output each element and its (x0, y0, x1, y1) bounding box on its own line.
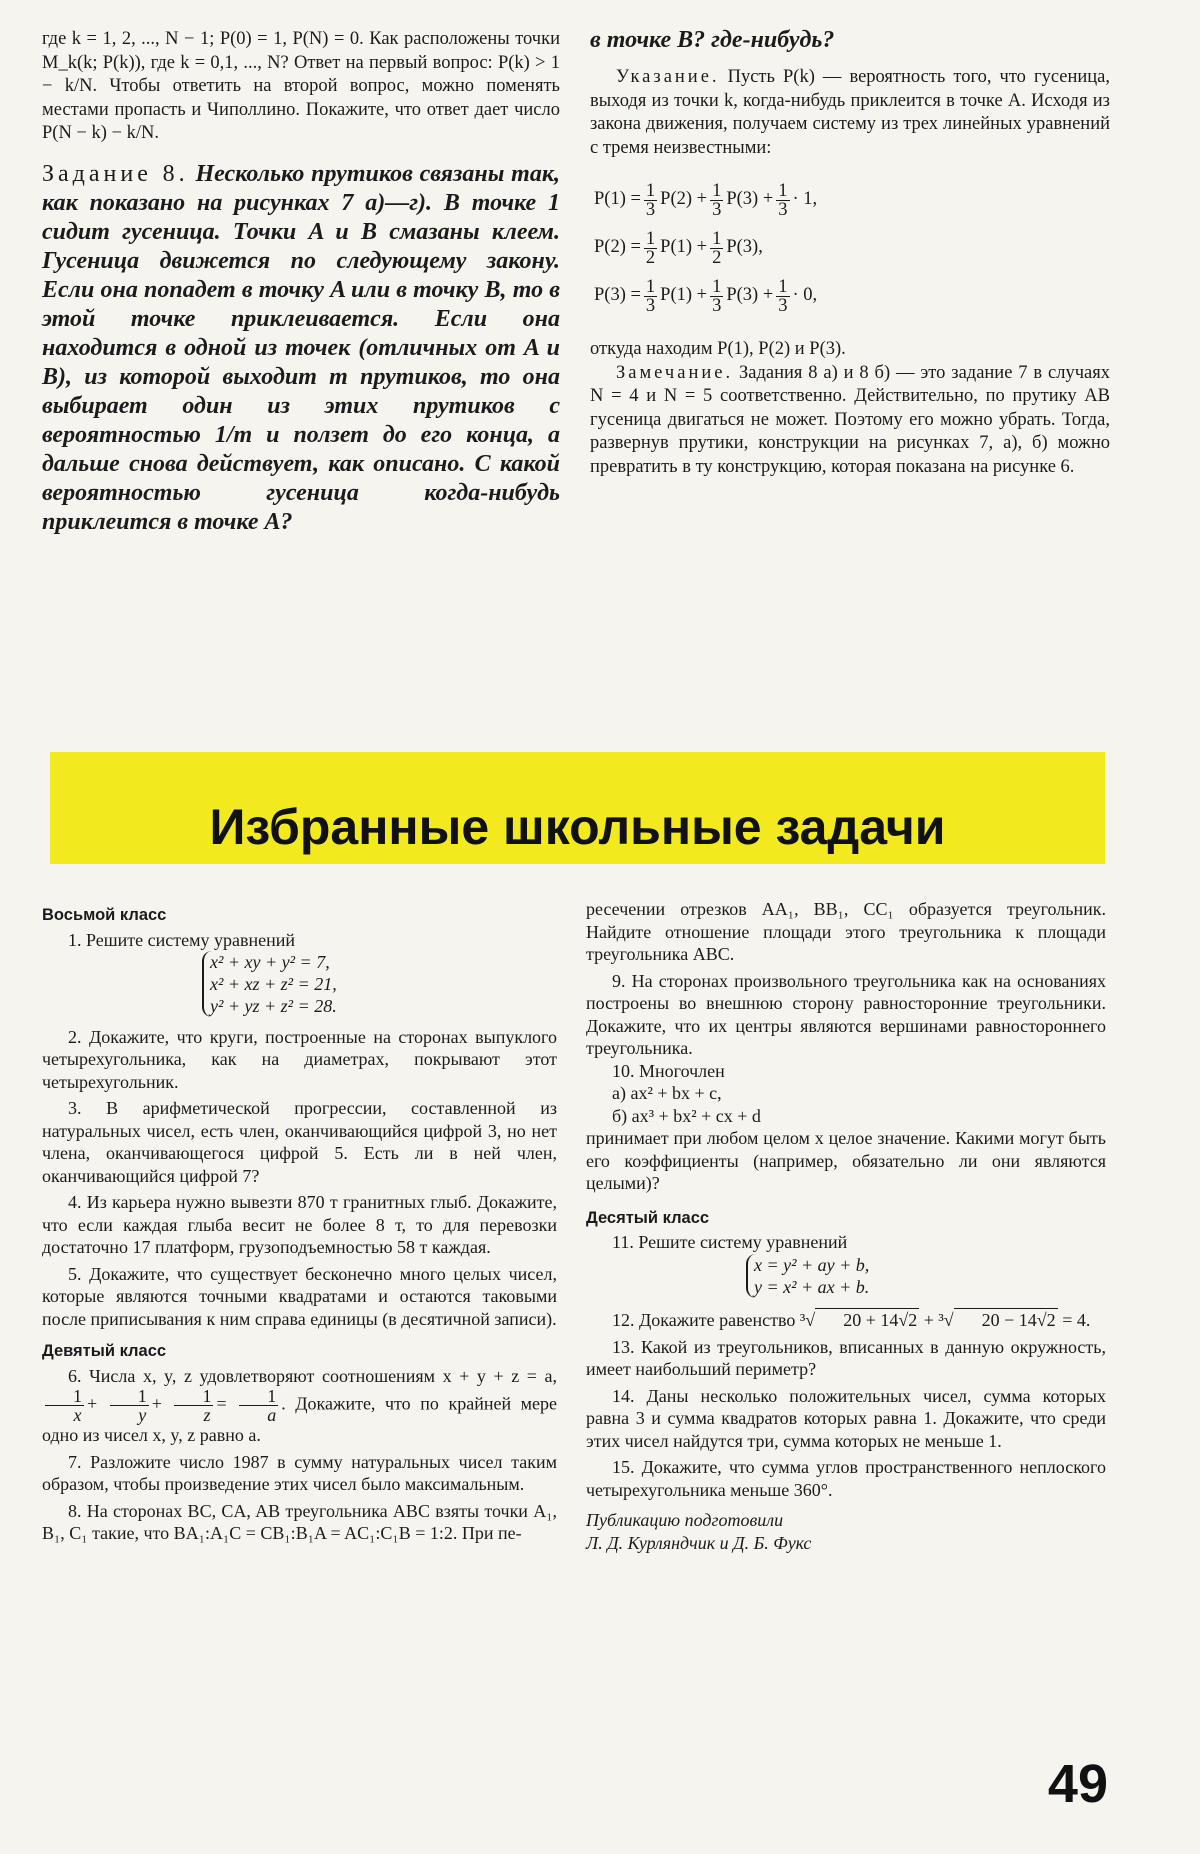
fraction: $\frac{1}{2}$ (645, 228, 656, 268)
problem-1: 1. Решите систему уравнений (68, 929, 295, 950)
top-right-column (590, 26, 1110, 479)
eq1-lhs: P(1) = (594, 189, 641, 210)
after-system-text: откуда находим P(1), P(2) и P(3). (590, 339, 846, 359)
problem-12-text: 12. Докажите равенство (612, 1310, 796, 1330)
eq1-term: P(2) + (660, 189, 708, 210)
problem-5: 5. Докажите, что существует бесконечно много целых чисел, которые являются точными квадратами и остаются таковыми после приписывания к ним справа единицы (в десятичной записи). (42, 1263, 557, 1329)
fraction: $\frac{1}{z}$ (174, 1387, 213, 1424)
remark-label: Замечание. (616, 362, 734, 383)
question-line: в точке B? где-нибудь? (590, 27, 835, 53)
eq1-term: P(3) + (726, 189, 774, 210)
heading-grade-8: Восьмой класс (42, 906, 167, 924)
top-left-column (42, 28, 560, 537)
system-11-eq: y = x² + ax + b. (754, 1276, 870, 1297)
system-1-eq: x² + xy + y² = 7, (210, 952, 330, 972)
problem-12: 12. Докажите равенство ³√ 20 + 14√2 + ³√ 20 − 14√2 = 4. (612, 1310, 1091, 1330)
problems-right-column (586, 898, 1106, 1554)
hint-text: Пусть P(k) — вероятность того, что гусеница, выходя из точки k, когда-нибудь приклеится в точке A. Исходя из закона движения, получаем системy из трех линейных уравнений с тремя неизвестными: (590, 67, 1111, 158)
eq2-lhs: P(2) = (594, 237, 641, 258)
task-8 (42, 160, 560, 537)
fraction: $\frac{1}{2}$ (712, 228, 722, 268)
problem-13: 13. Какой из треугольников, вписанных в данную окружность, имеет наибольший периметр? (586, 1336, 1106, 1379)
paragraph-answer: где k = 1, 2, ..., N − 1; P(0) = 1, P(N) = 0. Как расположены точки M_k(k; P(k)), где k = 0,1, ..., N? Ответ на первый вопрос: P(k) > 1 − k/N. Чтобы ответить на второй вопрос, можно поменять местами пропасть и Чиполлино. Покажите, что ответ дает число P(N − k) − k/N. (42, 29, 560, 143)
problem-3: 3. В арифметической прогрессии, составленной из натуральных чисел, есть член, оканчивающийся цифрой 3, но нет члена, оканчивающегося цифрой 5. Есть ли в ней член, оканчивающийся цифрой 7? (42, 1098, 557, 1186)
credits-line-2: Л. Д. Курляндчик и Д. Б. Фукс (586, 1532, 812, 1553)
fraction: $\frac{1}{3}$ (645, 180, 656, 220)
eq3-term: P(3) + (726, 285, 774, 306)
fraction: $\frac{1}{3}$ (645, 276, 656, 316)
page-number: 49 (1047, 1754, 1108, 1814)
heading-grade-9: Девятый класс (42, 1342, 167, 1360)
problem-9: 9. На сторонах произвольного треугольника как на основаниях построены во внешнюю сторону равносторонние треугольники. Докажите, что их центры являются вершинами равностороннего треугольника. (586, 970, 1106, 1058)
problems-left-column (42, 898, 557, 1545)
fraction: $\frac{1}{x}$ (45, 1387, 84, 1424)
problem-7: 7. Разложите число 1987 в сумму натуральных чисел таким образом, чтобы произведение этих чисел было максимальным. (42, 1451, 557, 1494)
cube-root: 20 + 14√2 (815, 1308, 919, 1332)
task-8-label: Задание 8. (42, 160, 189, 187)
problem-10-a: а) ax² + bx + c, (612, 1083, 722, 1103)
problem-11: 11. Решите систему уравнений (612, 1232, 848, 1252)
problem-6-text: . Докажите, что по крайней мере одно из чисел x, y, z равно a. (42, 1393, 558, 1445)
cube-root: 20 − 14√2 (954, 1308, 1058, 1332)
fraction: $\frac{1}{3}$ (778, 180, 788, 220)
eq3-term: P(1) + (660, 285, 708, 306)
task-8-text: Несколько прутиков связаны так, как показано на рисунках 7 а)—г). В точке 1 сидит гусеница. Точки A и B смазаны клеем. Гусеница движется по следующему закону. Если она попадет в точку A или в точку B, то в этой точке приклеивается. Если она находится в одной из точек (отличных от A и B), из которой выходит m прутиков, то она выбирает один из этих прутиков с вероятностью 1/m и ползет до его конца, а дальше снова действует, как описано. С какой вероятностью гусеница когда-нибудь приклеится в точке A? (42, 160, 561, 535)
section-banner (50, 752, 1105, 864)
eq3-term: · 0, (792, 285, 818, 306)
problem-15: 15. Докажите, что сумма углов пространственного неплоского четырехугольника меньше 360°. (586, 1457, 1106, 1500)
section-title: Избранные школьные задачи (209, 799, 946, 855)
equation-system (594, 176, 1110, 320)
equation-2 (594, 224, 1110, 272)
system-11-eq: x = y² + ay + b, (754, 1254, 870, 1275)
fraction: $\frac{1}{y}$ (110, 1387, 149, 1424)
equation-1 (594, 176, 1110, 224)
hint-paragraph (590, 66, 1110, 160)
problem-2: 2. Докажите, что круги, построенные на сторонах выпуклого четырехугольника, как на диаметрах, покрывают этот четырехугольник. (42, 1026, 557, 1092)
fraction: $\frac{1}{3}$ (712, 276, 722, 316)
fraction: $\frac{1}{3}$ (778, 276, 788, 316)
eq2-term: P(1) + (660, 237, 708, 258)
problem-4: 4. Из карьера нужно вывезти 870 т гранитных глыб. Докажите, что если каждая глыба весит не более 8 т, то для перевозки достаточно 17 платформ, грузоподъемностью 58 т каждая. (42, 1192, 557, 1257)
remark-text: Задания 8 а) и 8 б) — это задание 7 в случаях N = 4 и N = 5 соответственно. Действительно, по прутику AB гусеница двигаться не может. Поэтому его можно убрать. Тогда, развернув прутики, конструкции на рисунках 7, а), б) можно превратить в ту конструкцию, которая показана на рисунке 6. (590, 362, 1110, 477)
problem-6: 6. Числа x, y, z удовлетворяют соотношениям x + y + z = a, $\frac{1}{x}$ + $\frac{1}{y}$ + $\frac{1}{z}$ = $\frac{1}{a}$ . Докажите, что по крайней мере одно из чисел x, y, z равно a. (42, 1365, 558, 1445)
problem-8: 8. На сторонах BC, CA, AB треугольника ABC взяты точки A₁, B₁, C₁ такие, что BA₁:A₁C = CB₁:B₁A = AC₁:C₁B = 1:2. При пе- (42, 1500, 557, 1543)
equation-3 (594, 272, 1110, 320)
heading-grade-10: Десятый класс (586, 1208, 710, 1227)
system-1-eq: x² + xz + z² = 21, (210, 974, 337, 994)
eq2-term: P(3), (726, 237, 763, 258)
problem-10-c: принимает при любом целом x целое значение. Какими могут быть его коэффициенты (например, обязательно ли они являются целыми)? (586, 1128, 1106, 1193)
problem-10: 10. Многочлен (612, 1060, 725, 1081)
system-1 (202, 951, 557, 1018)
problem-10-b: б) ax³ + bx² + cx + d (612, 1105, 761, 1126)
fraction: $\frac{1}{3}$ (712, 180, 722, 220)
problem-6-text: 6. Числа x, y, z удовлетворяют соотношениям x + y + z = a, (68, 1365, 557, 1386)
problem-8-continued: ресечении отрезков AA₁, BB₁, CC₁ образуется треугольник. Найдите отношение площади этого треугольника к площади треугольника ABC. (586, 899, 1106, 964)
hint-label: Указание. (616, 67, 720, 87)
credits-line-1: Публикацию подготовили (586, 1510, 784, 1530)
system-11 (746, 1254, 1106, 1299)
eq3-lhs: P(3) = (594, 285, 641, 306)
eq1-term: · 1, (792, 189, 818, 210)
system-1-eq: y² + yz + z² = 28. (210, 996, 337, 1016)
fraction: $\frac{1}{a}$ (239, 1387, 278, 1424)
problem-12-end: = 4. (1062, 1310, 1091, 1330)
problem-14: 14. Даны несколько положительных чисел, сумма которых равна 3 и сумма квадратов которых равна 1. Докажите, что среди этих чисел найдутся три, сумма которых не меньше 1. (586, 1385, 1106, 1451)
remark-paragraph (590, 362, 1110, 480)
